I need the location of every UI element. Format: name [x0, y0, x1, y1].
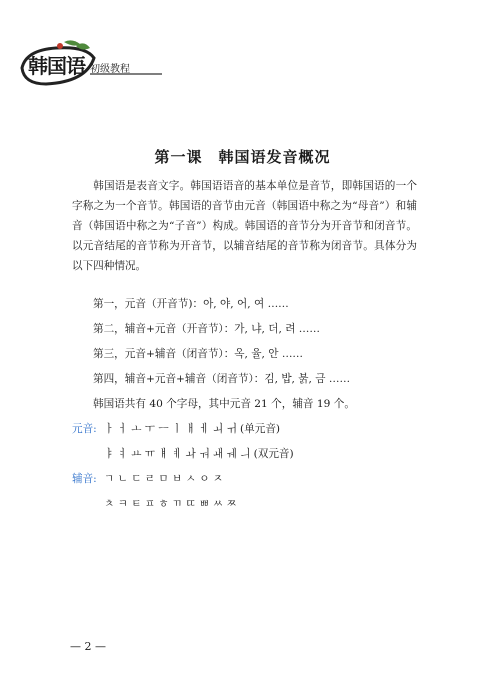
- lesson-title: 第一课 韩国语发音概况: [154, 148, 331, 166]
- vowels-double-row: ㅑ ㅕ ㅛ ㅠ ㅒ ㅖ ㅘ ㅝ ㅙ ㅞ ㅢ (双元音): [104, 448, 294, 460]
- consonant-label: 辅音:: [72, 473, 97, 485]
- vowels-single-row: ㅏ ㅓ ㅗ ㅜ ㅡ ㅣ ㅐ ㅔ ㅚ ㅟ (单元音): [104, 423, 281, 435]
- logo-title: 韩国语: [28, 54, 85, 78]
- case-item-4: 第四，辅音+元音+辅音（闭音节）：김, 밥, 붉, 금 ……: [93, 373, 351, 385]
- page-number: — 2 —: [70, 640, 106, 653]
- book-logo: [16, 38, 166, 90]
- alphabet-summary: 韩国语共有 40 个字母，其中元音 21 个，辅音 19 个。: [93, 398, 355, 410]
- vowel-label: 元音:: [72, 423, 97, 435]
- intro-paragraph: [72, 176, 417, 276]
- intro-text: 韩国语是表音文字。韩国语语音的基本单位是音节，即韩国语的一个字称之为一个音节。韩国语的音节由元音（韩国语中称之为“母音”）和辅音（韩国语中称之为“子音”）构成。韩国语的音节分为开音节和闭音节。以元音结尾的音节称为开音节，以辅音结尾的音节称为闭音节。具体分为以下四种情况。: [72, 180, 417, 272]
- case-item-3: 第三，元音+辅音（闭音节）：옥, 율, 안 ……: [93, 348, 304, 360]
- case-item-2: 第二，辅音+元音（开音节）：가, 냐, 더, 려 ……: [93, 323, 320, 335]
- consonants-row-2: ㅊ ㅋ ㅌ ㅍ ㅎ ㄲ ㄸ ㅃ ㅆ ㅉ: [104, 498, 237, 510]
- case-item-1: 第一，元音（开音节)：아, 야, 어, 여 ……: [93, 298, 289, 310]
- logo-subtitle: 初级教程: [90, 64, 130, 75]
- consonants-row-1: ㄱ ㄴ ㄷ ㄹ ㅁ ㅂ ㅅ ㅇ ㅈ: [104, 473, 224, 485]
